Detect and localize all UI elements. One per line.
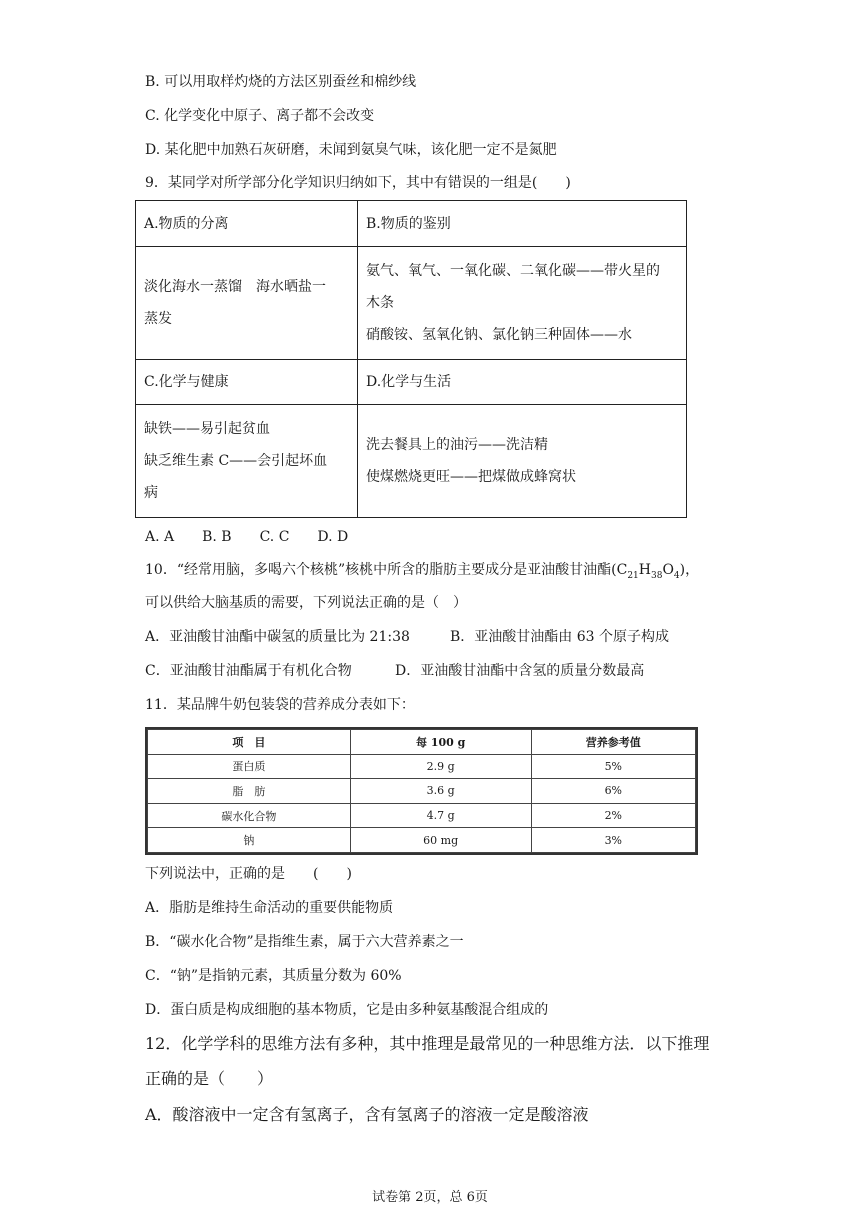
nutrition-table bbox=[147, 729, 696, 853]
nutrition-cell: 5% bbox=[531, 754, 695, 779]
q9-a-line: 淡化海水一蒸馏 海水晒盐一 bbox=[144, 279, 326, 295]
q9-c-header: C.化学与健康 bbox=[136, 360, 358, 405]
q10-option-c: C．亚油酸甘油酯属于有机化合物 bbox=[145, 663, 352, 679]
nutrition-cell: 3% bbox=[531, 828, 695, 853]
formula-subscript: 38 bbox=[650, 570, 663, 581]
formula-element: H bbox=[638, 562, 651, 578]
q12-option-a: A．酸溶液中一定含有氢离子，含有氢离子的溶液一定是酸溶液 bbox=[145, 1105, 589, 1124]
nutrition-cell: 3.6 g bbox=[350, 779, 531, 804]
nutrition-cell: 2.9 g bbox=[350, 754, 531, 779]
formula-subscript: 21 bbox=[627, 570, 639, 581]
q10-option-a: A．亚油酸甘油酯中碳氢的质量比为 21:38 bbox=[145, 629, 410, 645]
table-row bbox=[148, 779, 696, 804]
q9-c-line: 病 bbox=[144, 485, 158, 501]
q8-option-b: B. 可以用取样灼烧的方法区别蚕丝和棉纱线 bbox=[145, 74, 417, 90]
nutrition-cell: 钠 bbox=[148, 828, 351, 853]
q12-stem-line2: 正确的是（ ） bbox=[145, 1069, 274, 1088]
q11-option-b: B．“碳水化合物”是指维生素，属于六大营养素之一 bbox=[145, 934, 464, 950]
nutrition-header: 每 100 g bbox=[350, 730, 531, 755]
q9-c-line: 缺铁——易引起贫血 bbox=[144, 421, 270, 437]
q9-d-line: 洗去餐具上的油污——洗洁精 bbox=[366, 437, 548, 453]
q10-option-b: B．亚油酸甘油酯由 63 个原子构成 bbox=[450, 629, 670, 645]
table-row bbox=[148, 803, 696, 828]
q9-stem: 9．某同学对所学部分化学知识归纳如下，其中有错误的一组是( ) bbox=[145, 175, 571, 191]
table-row bbox=[148, 754, 696, 779]
table-row bbox=[148, 828, 696, 853]
q11-option-d: D．蛋白质是构成细胞的基本物质，它是由多种氨基酸混合组成的 bbox=[145, 1002, 549, 1018]
q9-a-content bbox=[136, 247, 358, 360]
q12-stem-line1: 12．化学学科的思维方法有多种，其中推理是最常见的一种思维方法．以下推理 bbox=[145, 1034, 710, 1053]
q8-option-d: D. 某化肥中加熟石灰研磨，未闻到氨臭气味，该化肥一定不是氮肥 bbox=[145, 142, 557, 158]
formula-subscript: 4 bbox=[673, 570, 680, 581]
q9-b-line: 木条 bbox=[366, 295, 394, 311]
q11-stem: 11．某品牌牛奶包装袋的营养成分表如下： bbox=[145, 697, 415, 713]
q11-option-c: C．“钠”是指钠元素，其质量分数为 60% bbox=[145, 968, 402, 984]
q9-b-line: 氨气、氧气、一氧化碳、二氧化碳——带火星的 bbox=[366, 263, 660, 279]
nutrition-cell: 4.7 g bbox=[350, 803, 531, 828]
q9-table bbox=[135, 200, 687, 518]
q9-d-line: 使煤燃烧更旺——把煤做成蜂窝状 bbox=[366, 469, 576, 485]
q9-b-content bbox=[358, 247, 687, 360]
q10-stem-text: )， bbox=[679, 562, 700, 578]
nutrition-cell: 脂 肪 bbox=[148, 779, 351, 804]
q10-stem-line2: 可以供给大脑基质的需要，下列说法正确的是（ ） bbox=[145, 595, 467, 611]
nutrition-cell: 6% bbox=[531, 779, 695, 804]
nutrition-header: 项 目 bbox=[148, 730, 351, 755]
q9-d-content bbox=[358, 405, 687, 518]
q11-after-table: 下列说法中，正确的是 ( ) bbox=[145, 866, 352, 882]
q9-a-header: A.物质的分离 bbox=[136, 201, 358, 247]
q11-option-a: A．脂肪是维持生命活动的重要供能物质 bbox=[145, 900, 394, 916]
page-footer: 试卷第 2页，总 6页 bbox=[372, 1190, 488, 1205]
nutrition-cell: 碳水化合物 bbox=[148, 803, 351, 828]
nutrition-header: 营养参考值 bbox=[531, 730, 695, 755]
nutrition-table-image bbox=[145, 727, 698, 855]
q9-c-line: 缺乏维生素 C——会引起坏血 bbox=[144, 453, 328, 469]
q10-stem-text: 10．“经常用脑，多喝六个核桃”核桃中所含的脂肪主要成分是亚油酸甘油酯(C bbox=[145, 562, 628, 578]
nutrition-cell: 蛋白质 bbox=[148, 754, 351, 779]
q8-option-c: C. 化学变化中原子、离子都不会改变 bbox=[145, 108, 375, 124]
formula-element: O bbox=[662, 562, 674, 578]
q10-option-d: D．亚油酸甘油酯中含氢的质量分数最高 bbox=[395, 663, 645, 679]
q9-a-line: 蒸发 bbox=[144, 311, 172, 327]
q9-b-header: B.物质的鉴别 bbox=[358, 201, 687, 247]
nutrition-cell: 60 mg bbox=[350, 828, 531, 853]
q9-b-line: 硝酸铵、氢氧化钠、氯化钠三种固体——水 bbox=[366, 327, 632, 343]
q9-choices: A. A B. B C. C D. D bbox=[145, 529, 349, 545]
q9-c-content bbox=[136, 405, 358, 518]
nutrition-cell: 2% bbox=[531, 803, 695, 828]
q9-d-header: D.化学与生活 bbox=[358, 360, 687, 405]
q10-stem bbox=[145, 560, 699, 586]
